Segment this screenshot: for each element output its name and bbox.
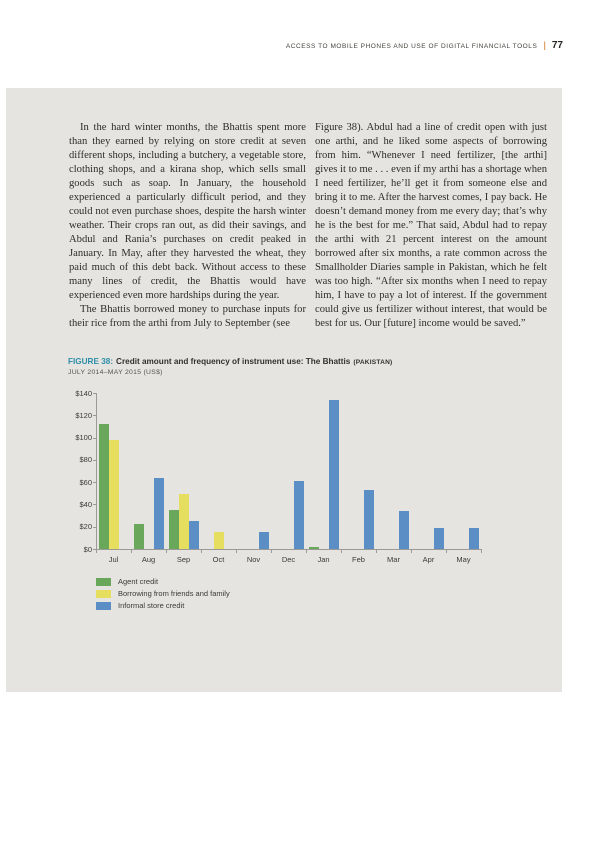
- figure-caption: [68, 356, 508, 368]
- chart-bar-informal-store-credit-may: [469, 528, 479, 549]
- x-axis-tick: [376, 550, 377, 553]
- page-number: 77: [551, 40, 563, 51]
- text-column-right: [315, 121, 547, 331]
- y-axis-tick: [93, 482, 96, 483]
- x-axis-label: Mar: [387, 555, 400, 564]
- figure-region: (PAKISTAN): [353, 359, 393, 366]
- bar-chart: [68, 388, 498, 565]
- x-axis-label: Aug: [141, 555, 156, 564]
- legend-item: [96, 577, 508, 586]
- y-axis-label: $120: [75, 410, 92, 420]
- x-axis-label: Jul: [108, 555, 119, 564]
- x-axis-label: Sep: [176, 555, 191, 564]
- chart-bar-borrowing-from-friends-and-family-jul: [109, 440, 119, 549]
- y-axis-label: $20: [79, 522, 92, 532]
- content-panel: [6, 88, 562, 692]
- y-axis-tick: [93, 438, 96, 439]
- chart-bar-agent-credit-sep: [169, 510, 179, 549]
- legend-label: Agent credit: [118, 577, 159, 586]
- x-axis-label: Dec: [281, 555, 296, 564]
- y-axis-label: $140: [75, 388, 92, 398]
- y-axis-line: [96, 393, 97, 549]
- chart-bar-agent-credit-jul: [99, 424, 109, 549]
- y-axis-label: $60: [79, 477, 92, 487]
- chart-bar-informal-store-credit-apr: [434, 528, 444, 549]
- x-axis-tick: [131, 550, 132, 553]
- legend-swatch: [96, 590, 111, 598]
- chart-bar-informal-store-credit-dec: [294, 481, 304, 549]
- x-axis-label: Nov: [246, 555, 261, 564]
- running-head: ACCESS TO MOBILE PHONES AND USE OF DIGITAL FINANCIAL TOOLS: [285, 43, 538, 50]
- x-axis-tick: [341, 550, 342, 553]
- y-axis-tick: [93, 460, 96, 461]
- paragraph-3: Figure 38). Abdul had a line of credit open with just one arthi, and he liked some aspects of borrowing from him. “Whenever I need fertilizer, [the arthi] gives it to me . . . even if my arthi has a shortage when I need fertilizer, he’ll get it from someone else and bring it to me. After the harvest comes, I pay back. He doesn’t demand money from me every day; that’s why he is the best for me.” That said, Abdul had to repay the arthi with 21 percent interest on the amount borrowed after six months, a rate common across the Smallholder Diaries sample in Pakistan, which he felt was too high. “After six months when I need to repay him, I have to pay a lot of interest. If the government could give us fertilizer without interest, that would be best for us. Our [future] income would be saved.”: [315, 122, 547, 329]
- y-axis-label: $0: [83, 544, 92, 554]
- x-axis-label: Apr: [422, 555, 435, 564]
- page-header: [286, 40, 563, 51]
- x-axis-label: Oct: [212, 555, 225, 564]
- text-column-left: [69, 121, 306, 331]
- x-axis-label: Feb: [352, 555, 365, 564]
- x-axis-label: Jan: [317, 555, 330, 564]
- figure-title: Credit amount and frequency of instrument use: The Bhattis: [116, 357, 351, 366]
- x-axis-tick: [201, 550, 202, 553]
- x-axis-tick: [236, 550, 237, 553]
- legend-swatch: [96, 578, 111, 586]
- y-axis-tick: [93, 415, 96, 416]
- legend-label: Informal store credit: [118, 601, 185, 610]
- article-columns: [69, 121, 547, 331]
- legend-item: [96, 601, 508, 610]
- figure-subtitle: JULY 2014–MAY 2015 (US$): [68, 369, 163, 376]
- y-axis-tick: [93, 527, 96, 528]
- x-axis-line: [96, 549, 482, 550]
- chart-bar-informal-store-credit-mar: [399, 511, 409, 549]
- y-axis-label: $80: [79, 455, 92, 465]
- x-axis-tick: [411, 550, 412, 553]
- x-axis-tick: [481, 550, 482, 553]
- chart-bar-borrowing-from-friends-and-family-sep: [179, 494, 189, 549]
- x-axis-tick: [271, 550, 272, 553]
- chart-bar-informal-store-credit-feb: [364, 490, 374, 549]
- chart-bar-agent-credit-jan: [309, 547, 319, 549]
- x-axis-tick: [446, 550, 447, 553]
- paragraph-1: In the hard winter months, the Bhattis spent more than they earned by relying on store credit at seven different shops, including a butchery, a vegetable store, clothing shops, and a kirana shop, which sells small goods such as soap. In January, the household experienced a particularly difficult period, and they could not even purchase shoes, despite the harsh winter weather. Their crops ran out, as did their savings, and Abdul and Rania’s purchases on credit peaked in January. In May, after they harvested the wheat, they paid much of this debt back. Without access to these many lines of credit, the Bhattis would have experienced even more hardships during the year.: [69, 122, 306, 301]
- x-axis-tick: [306, 550, 307, 553]
- chart-bar-informal-store-credit-nov: [259, 532, 269, 549]
- x-axis-tick: [96, 550, 97, 553]
- chart-bar-agent-credit-aug: [134, 524, 144, 549]
- x-axis-tick: [166, 550, 167, 553]
- figure-label: FIGURE 38:: [68, 357, 114, 366]
- y-axis-label: $100: [75, 433, 92, 443]
- y-axis-tick: [93, 504, 96, 505]
- paragraph-2: The Bhattis borrowed money to purchase inputs for their rice from the arthi from July to September (see: [69, 304, 306, 329]
- legend-item: [96, 589, 508, 598]
- y-axis-tick: [93, 393, 96, 394]
- header-separator: |: [543, 40, 546, 50]
- chart-bar-informal-store-credit-sep: [189, 521, 199, 549]
- chart-legend: [96, 577, 508, 610]
- chart-bar-borrowing-from-friends-and-family-oct: [214, 532, 224, 549]
- chart-bar-informal-store-credit-jan: [329, 400, 339, 549]
- y-axis-label: $40: [79, 499, 92, 509]
- legend-swatch: [96, 602, 111, 610]
- legend-label: Borrowing from friends and family: [118, 589, 230, 598]
- x-axis-label: May: [456, 555, 471, 564]
- figure-38: [68, 356, 508, 613]
- chart-bar-informal-store-credit-aug: [154, 478, 164, 549]
